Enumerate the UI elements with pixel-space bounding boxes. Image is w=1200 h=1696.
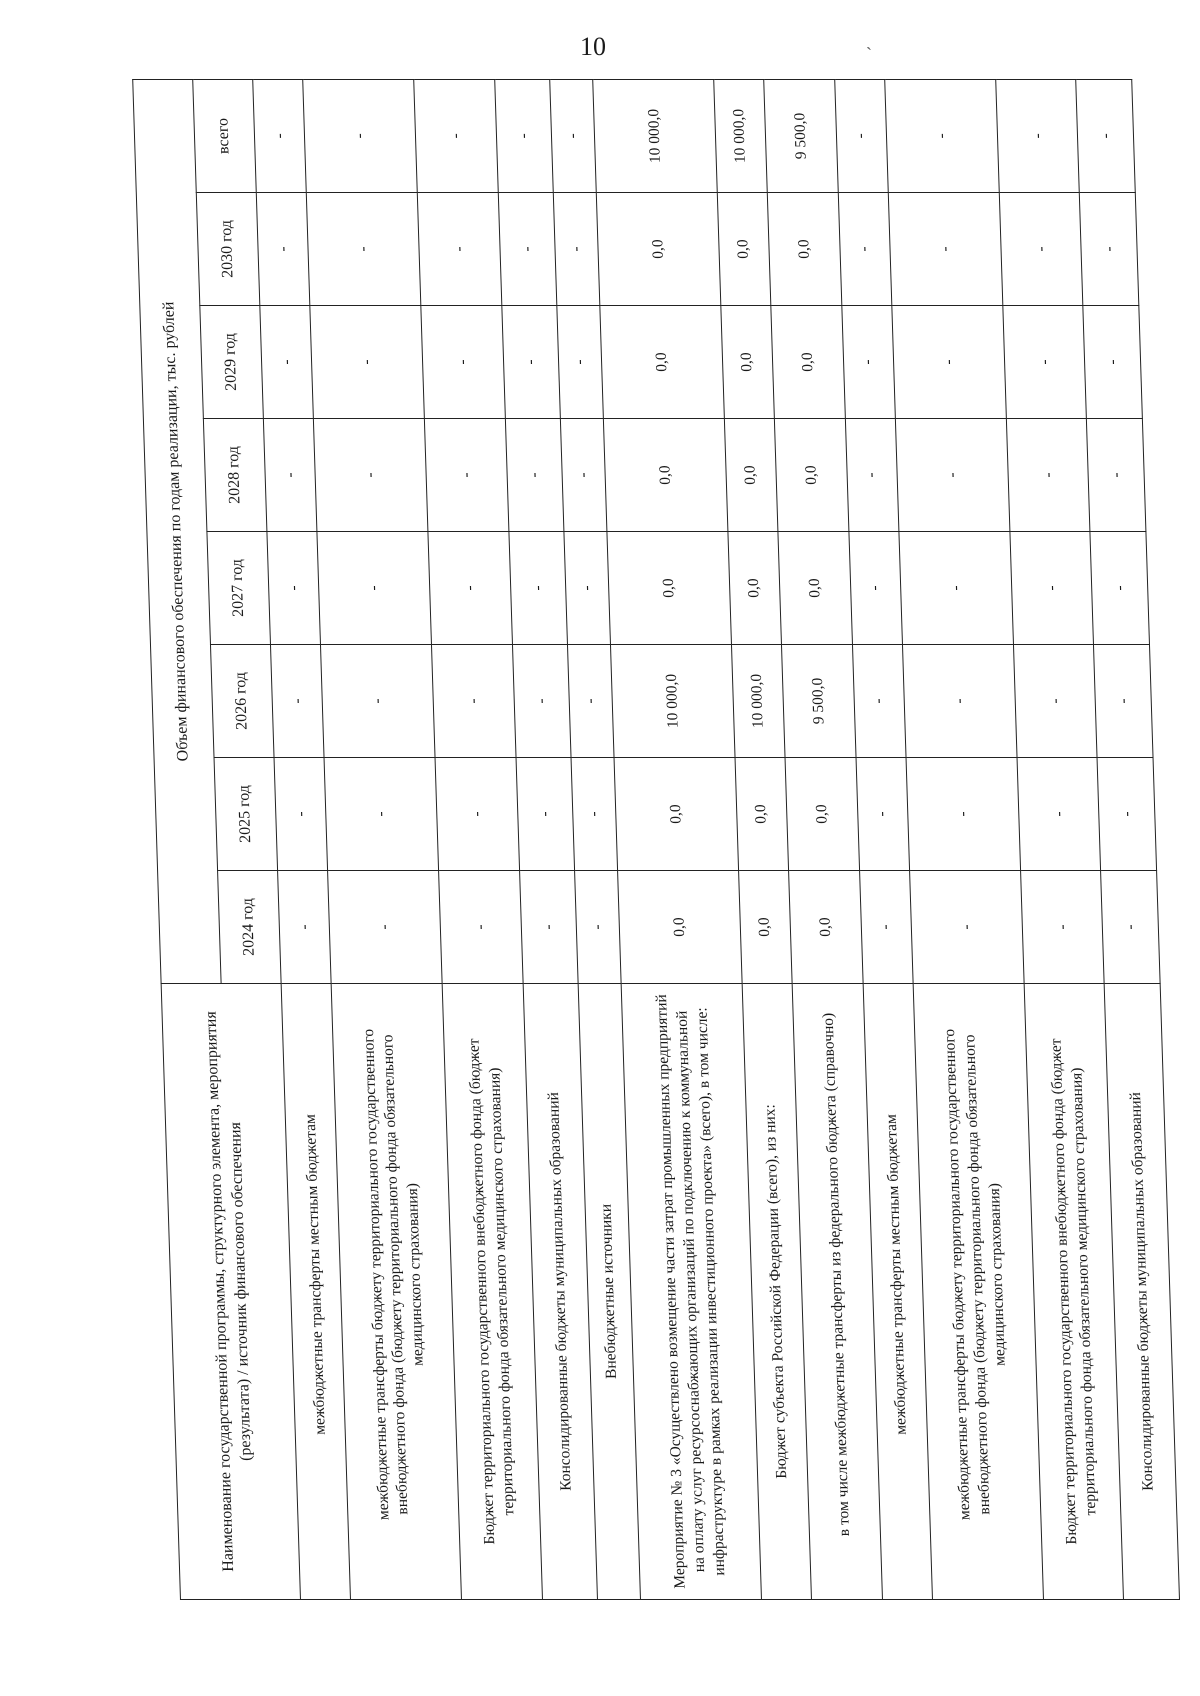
value-cell: - — [270, 645, 324, 758]
value-cell: - — [1090, 532, 1149, 645]
value-cell: 0,0 — [717, 193, 771, 306]
value-cell: 0,0 — [771, 306, 845, 419]
value-cell: - — [1010, 532, 1094, 645]
row-name: Консолидированные бюджеты муниципальных образований — [1105, 984, 1180, 1600]
value-cell: 0,0 — [774, 419, 848, 532]
value-cell: - — [324, 758, 438, 871]
value-cell: - — [310, 306, 424, 419]
value-cell: - — [1003, 306, 1087, 419]
value-cell: - — [418, 193, 502, 306]
row-name: межбюджетные трансферты бюджету территориального государственного внебюджетного фонда (бюджету территориального фонда обязательного медицинского страхования) — [913, 984, 1043, 1600]
value-cell: - — [505, 419, 564, 532]
value-cell: 0,0 — [603, 419, 728, 532]
value-cell: - — [848, 532, 902, 645]
value-cell: - — [519, 871, 578, 984]
value-cell: 0,0 — [720, 306, 774, 419]
row-name: межбюджетные трансферты местным бюджетам — [281, 984, 351, 1600]
value-cell: - — [568, 645, 614, 758]
value-cell: - — [885, 79, 999, 192]
value-cell: - — [996, 79, 1080, 192]
value-cell: - — [314, 419, 428, 532]
row-name: Внебюджетные источники — [578, 984, 640, 1600]
value-cell: - — [1087, 419, 1146, 532]
value-cell: - — [425, 419, 509, 532]
value-cell: - — [278, 871, 332, 984]
value-cell: - — [1006, 419, 1090, 532]
stray-mark: ` — [866, 44, 872, 64]
value-cell: 0,0 — [785, 758, 859, 871]
value-cell: 0,0 — [735, 758, 789, 871]
value-cell: - — [1017, 758, 1101, 871]
value-cell: 0,0 — [614, 758, 739, 871]
row-name: Бюджет субъекта Российской Федерации (всего), из них: — [742, 984, 812, 1600]
row-name: Бюджет территориального государственного внебюджетного фонда (бюджет территориального фонда обязательного медицинского страхования) — [1024, 984, 1124, 1600]
value-cell: - — [557, 306, 603, 419]
value-cell: 10 000,0 — [592, 79, 717, 192]
row-name: межбюджетные трансферты бюджету территориального государственного внебюджетного фонда (бюджету территориального фонда обязательного медицинского страхования) — [332, 984, 462, 1600]
value-cell: - — [859, 871, 913, 984]
value-cell: - — [834, 79, 888, 192]
value-cell: - — [550, 79, 596, 192]
value-cell: 10 000,0 — [713, 79, 767, 192]
row-name: в том числе межбюджетные трансферты из федерального бюджета (справочно) — [792, 984, 882, 1600]
value-cell: - — [439, 871, 523, 984]
value-cell: 0,0 — [617, 871, 742, 984]
value-cell: - — [495, 79, 554, 192]
value-cell: - — [1097, 758, 1156, 871]
value-cell: - — [428, 532, 512, 645]
value-cell: - — [516, 758, 575, 871]
rotated-table-wrapper — [132, 80, 1180, 1600]
value-cell: - — [888, 193, 1002, 306]
value-cell: - — [498, 193, 557, 306]
value-cell: - — [502, 306, 561, 419]
year-header: 2025 год — [214, 758, 278, 871]
page-number: 10 — [580, 32, 606, 61]
value-cell: - — [328, 871, 442, 984]
value-cell: - — [1013, 645, 1097, 758]
value-cell: - — [253, 79, 307, 192]
row-name: Бюджет территориального государственного внебюджетного фонда (бюджет территориального фонда обязательного медицинского страхования) — [442, 984, 542, 1600]
value-cell: - — [303, 79, 417, 192]
value-cell: - — [307, 193, 421, 306]
value-cell: - — [575, 871, 621, 984]
value-cell: 0,0 — [728, 532, 782, 645]
rotated-table-frame — [160, 80, 1180, 1600]
value-cell: 0,0 — [778, 532, 852, 645]
value-cell: - — [1020, 871, 1104, 984]
value-cell: - — [1083, 306, 1142, 419]
value-cell: - — [892, 306, 1006, 419]
financing-table — [132, 79, 1180, 1600]
value-cell: - — [1076, 79, 1135, 192]
value-cell: - — [1080, 193, 1139, 306]
value-cell: - — [856, 758, 910, 871]
value-cell: 0,0 — [789, 871, 863, 984]
value-cell: - — [895, 419, 1009, 532]
value-cell: - — [845, 419, 899, 532]
value-cell: - — [1094, 645, 1153, 758]
value-cell: - — [509, 532, 568, 645]
row-name: межбюджетные трансферты местным бюджетам — [863, 984, 933, 1600]
row-name: Мероприятие № 3 «Осуществлено возмещение части затрат промышленных предприятий на оплату услуг ресурсоснабжающих организаций по подключению к коммунальной инфраструктуре в рамках реализации инвестиционного проекта» (всего), в том числе: — [621, 984, 761, 1600]
value-cell: - — [274, 758, 328, 871]
value-cell: 10 000,0 — [731, 645, 785, 758]
value-cell: - — [838, 193, 892, 306]
year-header: 2026 год — [210, 645, 274, 758]
value-cell: - — [1101, 871, 1160, 984]
value-cell: - — [899, 532, 1013, 645]
value-cell: 0,0 — [596, 193, 721, 306]
value-cell: 10 000,0 — [610, 645, 735, 758]
value-cell: - — [571, 758, 617, 871]
value-cell: - — [432, 645, 516, 758]
value-cell: - — [317, 532, 431, 645]
value-cell: - — [841, 306, 895, 419]
year-header: 2028 год — [203, 419, 267, 532]
year-header: 2029 год — [200, 306, 264, 419]
value-cell: 0,0 — [767, 193, 841, 306]
value-cell: - — [561, 419, 607, 532]
value-cell: - — [902, 645, 1016, 758]
value-cell: - — [260, 306, 314, 419]
value-cell: 0,0 — [724, 419, 778, 532]
value-cell: - — [414, 79, 498, 192]
value-cell: 0,0 — [738, 871, 792, 984]
value-cell: - — [512, 645, 571, 758]
value-cell: 0,0 — [607, 532, 732, 645]
value-cell: 9 500,0 — [781, 645, 855, 758]
value-cell: - — [999, 193, 1083, 306]
value-cell: - — [267, 532, 321, 645]
row-name: Консолидированные бюджеты муниципальных образований — [523, 984, 598, 1600]
value-cell: - — [435, 758, 519, 871]
value-cell: 9 500,0 — [764, 79, 838, 192]
value-cell: - — [910, 871, 1024, 984]
year-header: 2027 год — [207, 532, 271, 645]
value-cell: - — [564, 532, 610, 645]
year-header: 2030 год — [196, 193, 260, 306]
value-cell: - — [263, 419, 317, 532]
year-header: всего — [193, 79, 257, 192]
value-cell: - — [421, 306, 505, 419]
financing-group-header: Объем финансового обеспечения по годам реализации, тыс. рублей — [133, 79, 221, 983]
value-cell: - — [321, 645, 435, 758]
value-cell: - — [554, 193, 600, 306]
value-cell: - — [256, 193, 310, 306]
value-cell: - — [852, 645, 906, 758]
value-cell: 0,0 — [599, 306, 724, 419]
value-cell: - — [906, 758, 1020, 871]
year-header: 2024 год — [218, 871, 282, 984]
name-column-header: Наименование государственной программы, структурного элемента, мероприятия (результата) / источник финансового обеспечения — [161, 984, 300, 1600]
